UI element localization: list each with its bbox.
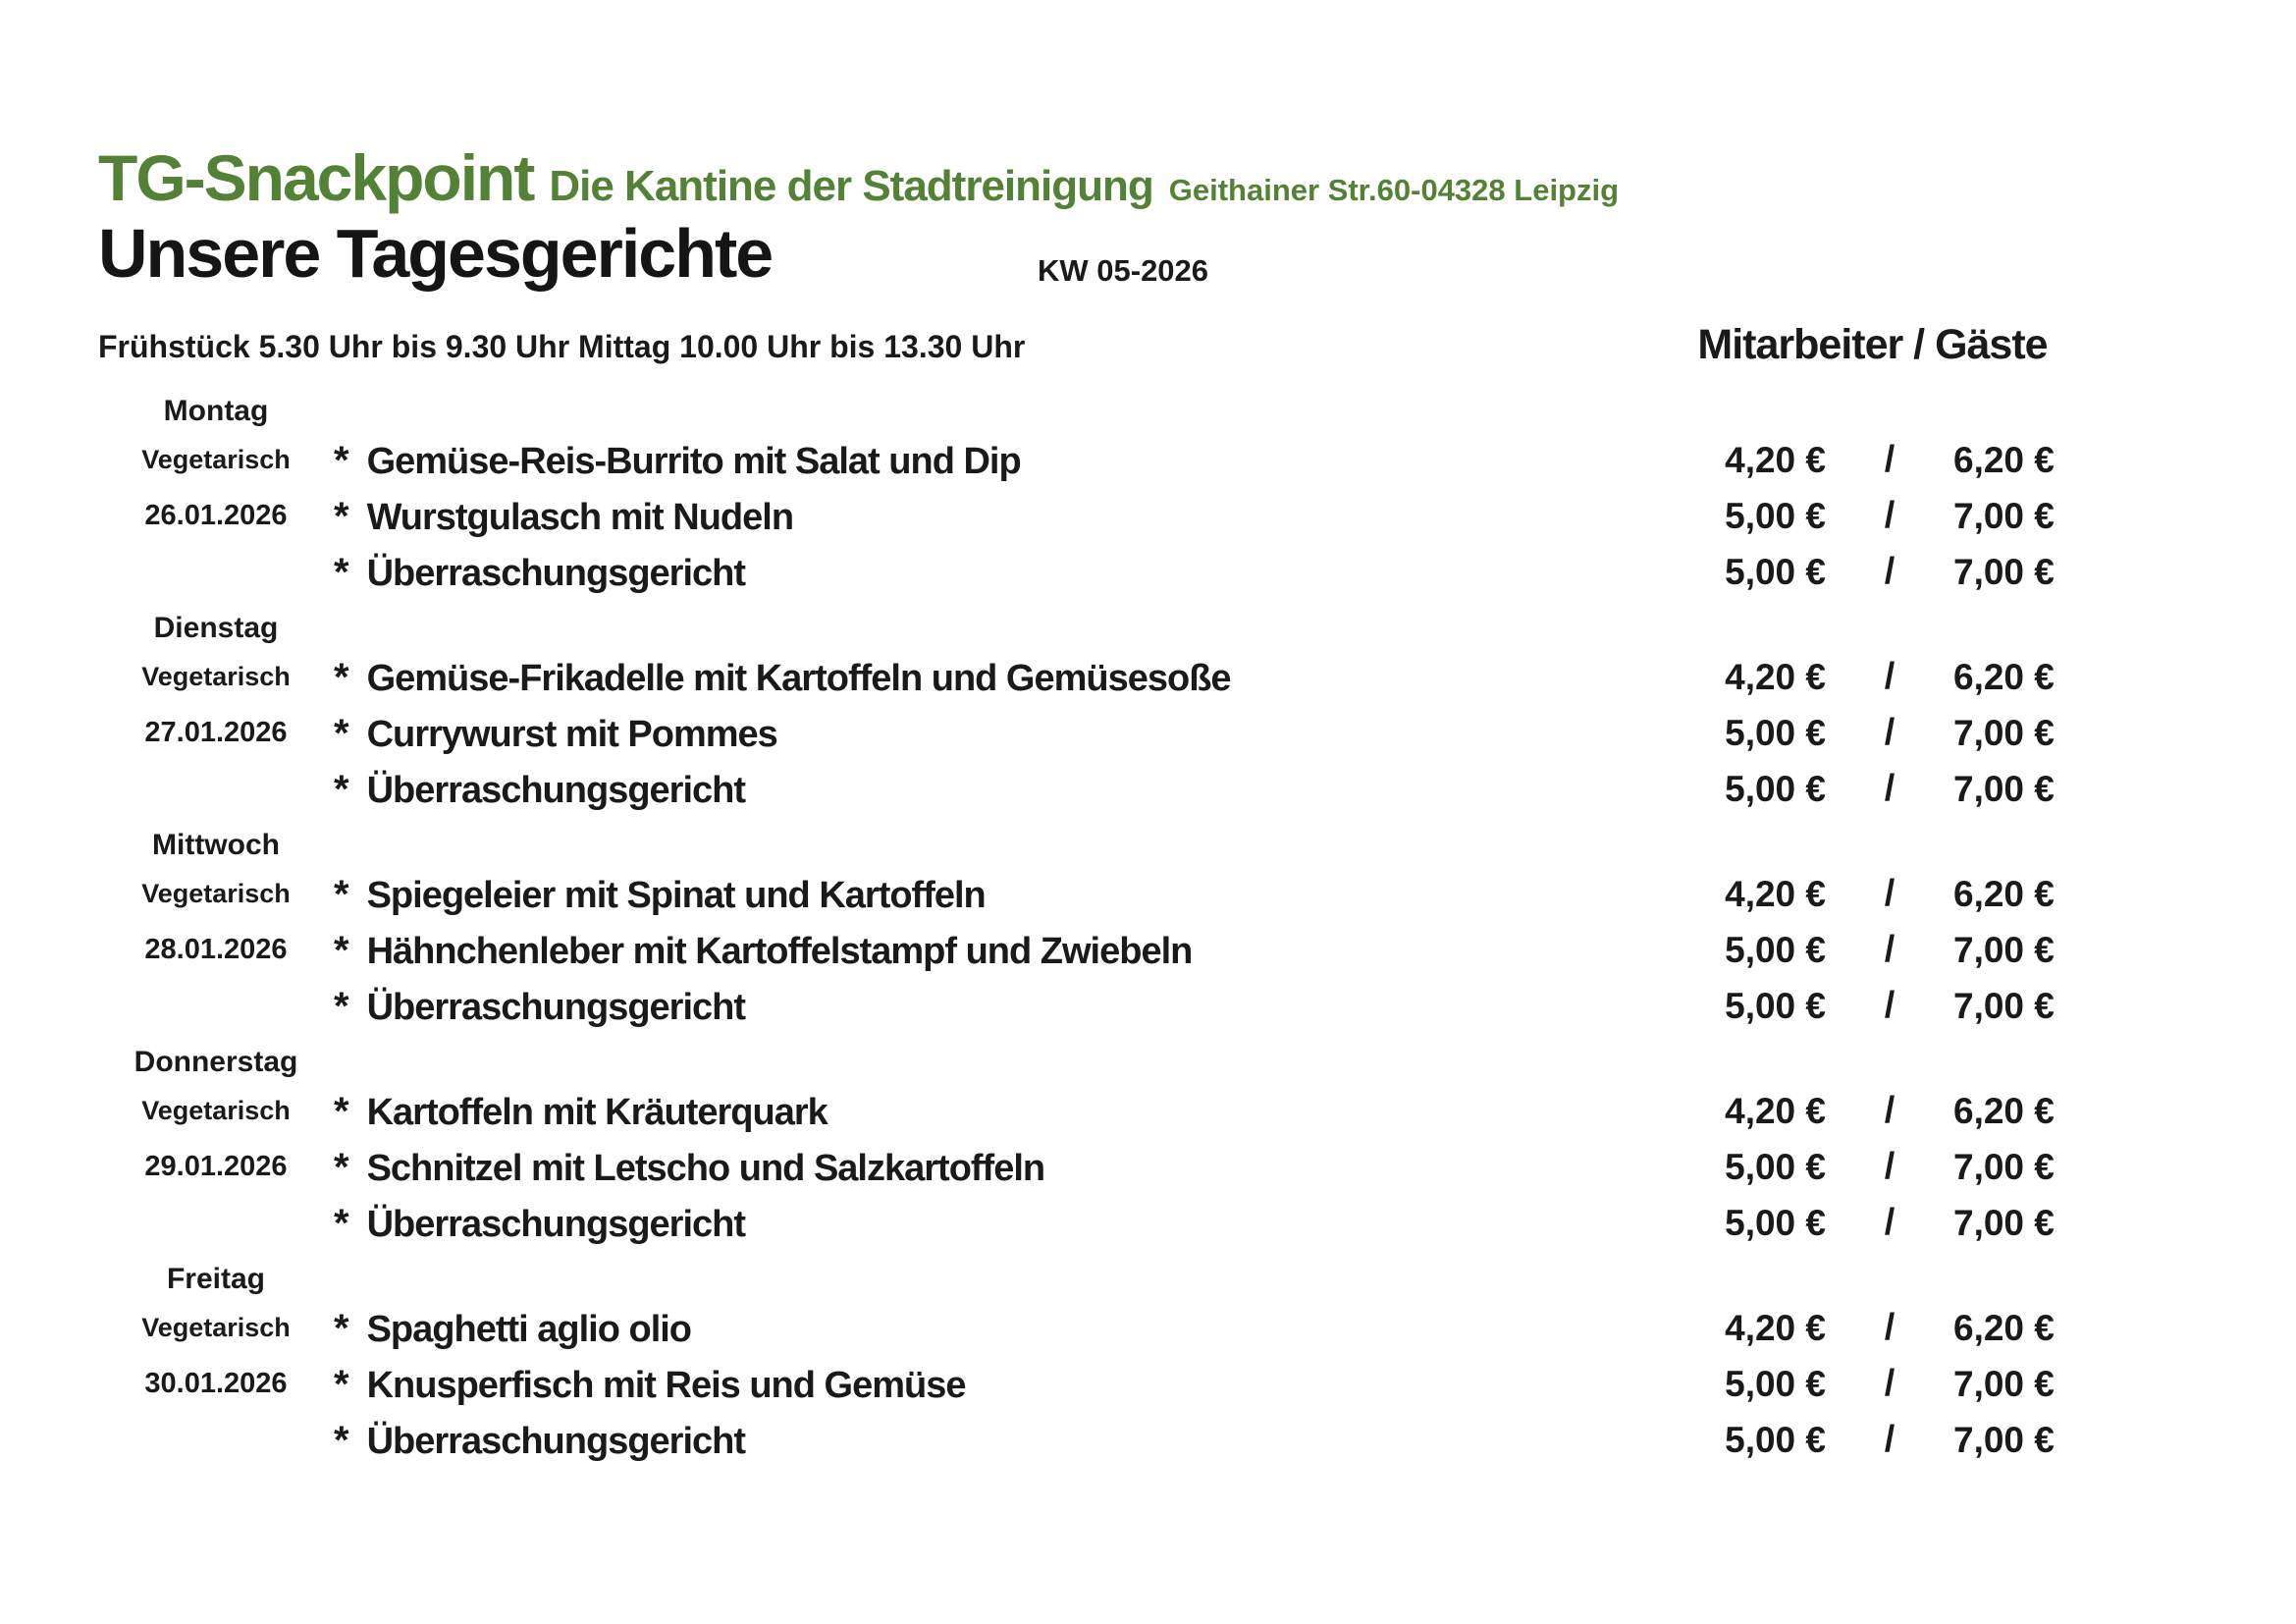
- dish-bullet: *: [334, 438, 349, 482]
- employee-price: 4,20 €: [1725, 1307, 1826, 1348]
- diet-label: Vegetarisch: [141, 879, 291, 908]
- price-separator: /: [1884, 1090, 1896, 1131]
- menu-row: [98, 544, 2296, 600]
- dish-bullet: *: [334, 928, 349, 972]
- dish-bullet: *: [334, 984, 349, 1028]
- weekly-menu: [98, 383, 2296, 1468]
- guest-price: 6,20 €: [1953, 873, 2055, 914]
- price-separator: /: [1884, 985, 1896, 1026]
- dish-name: Spiegeleier mit Spinat und Kartoffeln: [366, 874, 986, 916]
- menu-row: [98, 649, 2296, 705]
- dish-bullet: *: [334, 711, 349, 755]
- brand-address: Geithainer Str.60-04328 Leipzig: [1168, 173, 1620, 207]
- menu-row: [98, 866, 2296, 922]
- dish-name: Spaghetti aglio olio: [366, 1308, 692, 1350]
- guest-price: 7,00 €: [1953, 985, 2055, 1026]
- diet-label: Vegetarisch: [141, 1313, 291, 1342]
- dish-name: Kartoffeln mit Kräuterquark: [366, 1091, 828, 1133]
- dish-name: Gemüse-Frikadelle mit Kartoffeln und Gemüsesoße: [366, 657, 1231, 699]
- price-separator: /: [1884, 439, 1896, 480]
- day-label: Mittwoch: [152, 829, 280, 861]
- date-label: 30.01.2026: [144, 1368, 288, 1399]
- price-separator: /: [1884, 1307, 1896, 1348]
- price-separator: /: [1884, 495, 1896, 536]
- guest-price: 7,00 €: [1953, 551, 2055, 592]
- date-label: 27.01.2026: [144, 717, 288, 748]
- price-separator: /: [1884, 929, 1896, 970]
- date-label: 26.01.2026: [144, 500, 288, 531]
- guest-price: 7,00 €: [1953, 495, 2055, 536]
- price-separator: /: [1884, 1146, 1896, 1187]
- price-separator: /: [1884, 656, 1896, 697]
- dish-bullet: *: [334, 1362, 349, 1406]
- menu-row: [98, 978, 2296, 1034]
- dish-bullet: *: [334, 1201, 349, 1245]
- opening-hours: Frühstück 5.30 Uhr bis 9.30 Uhr Mittag 10.00 Uhr bis 13.30 Uhr: [98, 329, 1026, 364]
- price-separator: /: [1884, 1363, 1896, 1404]
- day-label: Donnerstag: [133, 1046, 298, 1078]
- price-separator: /: [1884, 712, 1896, 753]
- employee-price: 4,20 €: [1725, 1090, 1826, 1131]
- diet-label: Vegetarisch: [141, 445, 291, 474]
- dish-name: Überraschungsgericht: [366, 769, 746, 811]
- dish-bullet: *: [334, 1306, 349, 1350]
- guest-price: 7,00 €: [1953, 712, 2055, 753]
- employee-price: 4,20 €: [1725, 656, 1826, 697]
- employee-price: 5,00 €: [1725, 1202, 1826, 1243]
- menu-row: [98, 922, 2296, 978]
- price-separator: /: [1884, 873, 1896, 914]
- guest-price: 7,00 €: [1953, 768, 2055, 809]
- employee-price: 5,00 €: [1725, 768, 1826, 809]
- guest-price: 7,00 €: [1953, 1202, 2055, 1243]
- menu-row: [98, 1083, 2296, 1139]
- day-header-row: [98, 383, 2296, 432]
- dish-name: Überraschungsgericht: [366, 552, 746, 594]
- employee-price: 5,00 €: [1725, 1363, 1826, 1404]
- menu-row: [98, 705, 2296, 761]
- employee-price: 4,20 €: [1725, 439, 1826, 480]
- day-label: Montag: [163, 395, 269, 427]
- dish-bullet: *: [334, 494, 349, 538]
- employee-price: 5,00 €: [1725, 712, 1826, 753]
- day-header-row: [98, 1251, 2296, 1300]
- date-label: 28.01.2026: [144, 934, 288, 965]
- dish-name: Überraschungsgericht: [366, 986, 746, 1028]
- day-label: Freitag: [166, 1263, 266, 1295]
- page-title: Unsere Tagesgerichte: [98, 215, 773, 292]
- date-label: 29.01.2026: [144, 1151, 288, 1182]
- dish-bullet: *: [334, 1418, 349, 1462]
- dish-name: Schnitzel mit Letscho und Salzkartoffeln: [366, 1147, 1045, 1189]
- dish-name: Überraschungsgericht: [366, 1203, 746, 1245]
- dish-bullet: *: [334, 1145, 349, 1189]
- day-header-row: [98, 1034, 2296, 1083]
- dish-bullet: *: [334, 872, 349, 916]
- price-separator: /: [1884, 768, 1896, 809]
- menu-row: [98, 1195, 2296, 1251]
- dish-bullet: *: [334, 1089, 349, 1133]
- dish-name: Hähnchenleber mit Kartoffelstampf und Zwiebeln: [366, 930, 1193, 972]
- dish-bullet: *: [334, 655, 349, 699]
- guest-price: 7,00 €: [1953, 929, 2055, 970]
- day-header-row: [98, 600, 2296, 649]
- menu-row: [98, 1300, 2296, 1356]
- info-line: [98, 320, 2198, 369]
- dish-bullet: *: [334, 767, 349, 811]
- dish-bullet: *: [334, 550, 349, 594]
- title-line: [98, 216, 2198, 298]
- guest-price: 6,20 €: [1953, 1307, 2055, 1348]
- dish-name: Überraschungsgericht: [366, 1420, 746, 1462]
- employee-price: 5,00 €: [1725, 495, 1826, 536]
- menu-row: [98, 1356, 2296, 1412]
- brand-line: [98, 141, 2198, 214]
- employee-price: 5,00 €: [1725, 985, 1826, 1026]
- employee-price: 5,00 €: [1725, 1146, 1826, 1187]
- employee-price: 5,00 €: [1725, 929, 1826, 970]
- calendar-week-label: KW 05-2026: [1038, 253, 1209, 288]
- menu-row: [98, 488, 2296, 544]
- menu-row: [98, 761, 2296, 817]
- guest-price: 6,20 €: [1953, 1090, 2055, 1131]
- brand-subtitle: Die Kantine der Stadtreinigung: [549, 162, 1153, 210]
- menu-row: [98, 1412, 2296, 1468]
- guest-price: 7,00 €: [1953, 1419, 2055, 1460]
- diet-label: Vegetarisch: [141, 662, 291, 691]
- guest-price: 7,00 €: [1953, 1363, 2055, 1404]
- menu-row: [98, 432, 2296, 488]
- price-separator: /: [1884, 551, 1896, 592]
- dish-name: Wurstgulasch mit Nudeln: [366, 496, 794, 538]
- menu-row: [98, 1139, 2296, 1195]
- guest-price: 6,20 €: [1953, 656, 2055, 697]
- dish-name: Currywurst mit Pommes: [366, 713, 777, 755]
- price-columns-header: Mitarbeiter / Gäste: [1697, 321, 2048, 368]
- brand-name: TG-Snackpoint: [98, 141, 534, 214]
- dish-name: Gemüse-Reis-Burrito mit Salat und Dip: [366, 440, 1021, 482]
- diet-label: Vegetarisch: [141, 1096, 291, 1125]
- price-separator: /: [1884, 1202, 1896, 1243]
- day-label: Dienstag: [153, 612, 279, 644]
- employee-price: 5,00 €: [1725, 1419, 1826, 1460]
- employee-price: 5,00 €: [1725, 551, 1826, 592]
- employee-price: 4,20 €: [1725, 873, 1826, 914]
- day-header-row: [98, 817, 2296, 866]
- dish-name: Knusperfisch mit Reis und Gemüse: [366, 1364, 966, 1406]
- guest-price: 7,00 €: [1953, 1146, 2055, 1187]
- guest-price: 6,20 €: [1953, 439, 2055, 480]
- price-separator: /: [1884, 1419, 1896, 1460]
